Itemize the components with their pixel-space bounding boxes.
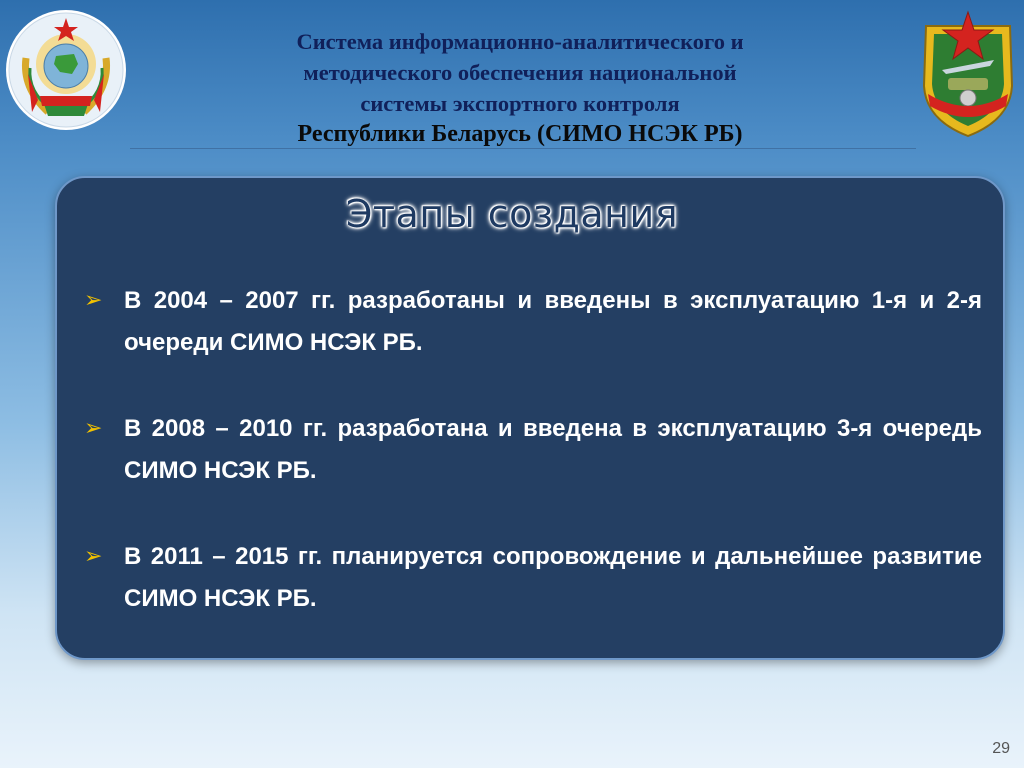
slide-header xyxy=(170,26,870,150)
header-line-1: Система информационно-аналитического и xyxy=(296,29,744,54)
bullet-text: В 2004 – 2007 гг. разработаны и введены в эксплуатацию 1-я и 2-я очереди СИМО НСЭК РБ. xyxy=(124,287,982,356)
list-item xyxy=(84,408,984,492)
list-item xyxy=(84,536,984,620)
list-item xyxy=(84,280,984,364)
bullet-text: В 2011 – 2015 гг. планируется сопровождение и дальнейшее развитие СИМО НСЭК РБ. xyxy=(124,543,982,612)
arrow-bullet-icon: ➢ xyxy=(84,416,103,441)
arrow-bullet-icon: ➢ xyxy=(84,288,103,313)
header-line-3: системы экспортного контроля xyxy=(360,91,680,116)
header-line-4: Республики Беларусь (СИМО НСЭК РБ) xyxy=(297,121,743,147)
belarus-coat-of-arms-icon xyxy=(4,8,128,132)
page-number: 29 xyxy=(992,740,1010,757)
military-shield-emblem-icon xyxy=(918,8,1018,140)
header-divider xyxy=(130,148,916,149)
section-title: Этапы создания xyxy=(345,192,679,236)
arrow-bullet-icon: ➢ xyxy=(84,544,103,569)
bullet-text: В 2008 – 2010 гг. разработана и введена в эксплуатацию 3-я очередь СИМО НСЭК РБ. xyxy=(124,415,982,484)
header-line-2: методического обеспечения национальной xyxy=(303,60,737,85)
